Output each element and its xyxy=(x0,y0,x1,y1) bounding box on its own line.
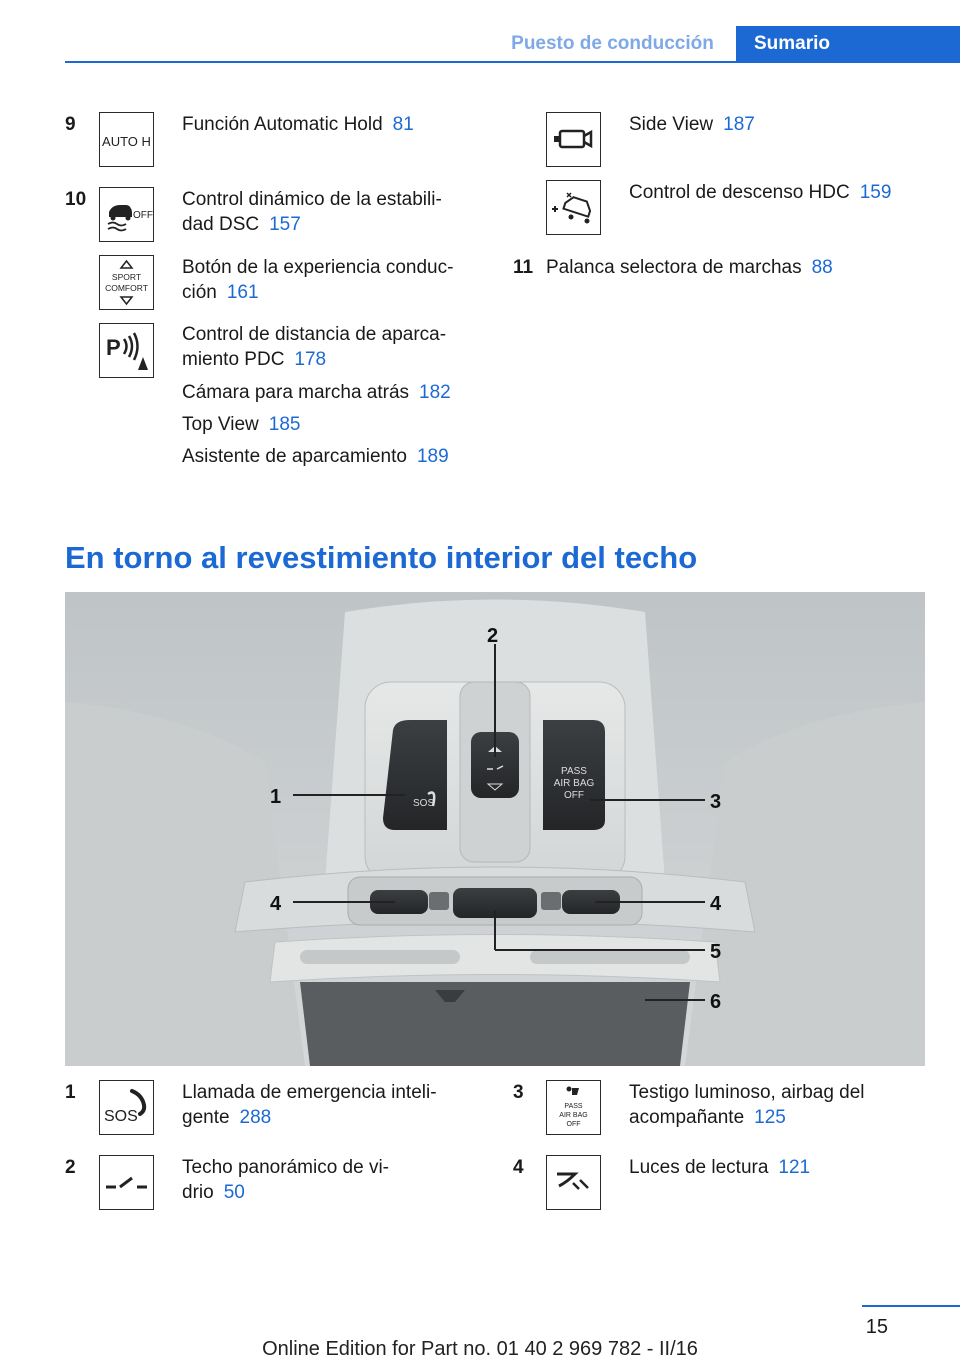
pass-airbag-icon-line2: AIR BAG xyxy=(559,1112,588,1119)
callout-4-right: 4 xyxy=(710,893,722,915)
page-number: 15 xyxy=(865,1316,888,1338)
park-assist-entry xyxy=(182,444,449,469)
pdc-icon xyxy=(99,323,154,378)
auto-hold-icon-text: AUTO H xyxy=(102,134,151,149)
dsc-off-icon xyxy=(99,187,154,242)
emergency-call-page-link[interactable]: 288 xyxy=(239,1107,272,1128)
top-view-page-link[interactable]: 185 xyxy=(268,414,301,435)
callout-5: 5 xyxy=(710,941,722,963)
sos-icon xyxy=(99,1080,154,1135)
driving-experience-page-link[interactable]: 161 xyxy=(226,282,259,303)
hill-descent-icon xyxy=(546,180,601,235)
sos-icon-text: SOS xyxy=(104,1108,138,1125)
photo-airbag-label: AIR BAG xyxy=(553,778,595,789)
reading-light-text: Luces de lectura xyxy=(629,1157,769,1178)
dsc-text-line1: Control dinámico de la estabili- xyxy=(182,189,442,210)
edition-footer: Online Edition for Part no. 01 40 2 969 782 - II/16 xyxy=(262,1338,698,1360)
dsc-page-link[interactable]: 157 xyxy=(269,214,301,235)
callout-6: 6 xyxy=(710,991,722,1013)
item-number-4: 4 xyxy=(513,1157,524,1178)
selector-lever-entry xyxy=(546,255,833,280)
airbag-indicator-line2: acompañante xyxy=(629,1107,745,1128)
driving-experience-icon xyxy=(99,255,154,310)
airbag-indicator-entry xyxy=(629,1080,865,1130)
photo-pass-label: PASS xyxy=(561,766,587,777)
item-number-9: 9 xyxy=(65,114,76,135)
pdc-page-link[interactable]: 178 xyxy=(294,349,327,370)
driving-experience-entry xyxy=(182,255,453,305)
callout-1: 1 xyxy=(270,786,282,808)
pdc-entry xyxy=(182,322,446,372)
sunroof-entry xyxy=(182,1155,389,1205)
pass-airbag-icon-line3: OFF xyxy=(566,1121,581,1128)
photo-sos-label: SOS xyxy=(413,798,435,809)
header-section-title: Puesto de conducción xyxy=(511,33,714,54)
callout-4-left: 4 xyxy=(270,893,282,915)
reading-light-entry xyxy=(629,1155,810,1180)
sunroof-icon xyxy=(99,1155,154,1210)
sunroof-page-link[interactable]: 50 xyxy=(223,1182,245,1203)
rear-camera-entry xyxy=(182,380,451,405)
callout-3: 3 xyxy=(710,791,722,813)
dsc-entry xyxy=(182,187,442,237)
dsc-off-icon-text: OFF xyxy=(133,210,153,221)
driving-experience-line1: Botón de la experiencia conduc- xyxy=(182,257,454,278)
comfort-icon-text: COMFORT xyxy=(105,283,148,293)
item-number-10: 10 xyxy=(65,189,87,210)
hdc-text: Control de descenso HDC xyxy=(629,182,850,203)
pdc-text-line1: Control de distancia de aparca- xyxy=(182,324,447,345)
airbag-indicator-page-link[interactable]: 125 xyxy=(754,1107,786,1128)
reading-light-icon xyxy=(546,1155,601,1210)
rear-camera-text: Cámara para marcha atrás xyxy=(182,382,410,403)
callout-2: 2 xyxy=(487,625,499,647)
side-view-text: Side View xyxy=(629,114,714,135)
section-title: En torno al revestimiento interior del techo xyxy=(65,540,698,575)
emergency-call-line1: Llamada de emergencia inteli- xyxy=(182,1082,437,1103)
driving-experience-line2: ción xyxy=(182,282,217,303)
selector-lever-page-link[interactable]: 88 xyxy=(811,257,833,278)
pdc-text-line2: miento PDC xyxy=(182,349,285,370)
sunroof-line1: Techo panorámico de vi- xyxy=(182,1157,389,1178)
side-view-entry xyxy=(629,112,755,137)
header-tab-sumario[interactable]: Sumario xyxy=(736,26,960,62)
rear-camera-page-link[interactable]: 182 xyxy=(419,382,451,403)
header-rule xyxy=(65,61,960,63)
pdc-icon-letter: P xyxy=(106,335,121,360)
side-view-camera-icon xyxy=(546,112,601,167)
roof-console-illustration xyxy=(65,592,925,1066)
item-number-3: 3 xyxy=(513,1082,524,1103)
park-assist-text: Asistente de aparcamiento xyxy=(182,446,407,467)
hdc-page-link[interactable]: 159 xyxy=(859,182,892,203)
sunroof-line2: drio xyxy=(182,1182,214,1203)
emergency-call-entry xyxy=(182,1080,437,1130)
auto-hold-entry xyxy=(182,112,414,137)
photo-off-label: OFF xyxy=(564,790,584,801)
park-assist-page-link[interactable]: 189 xyxy=(416,446,449,467)
pass-airbag-icon xyxy=(546,1080,601,1135)
dsc-text-line2: dad DSC xyxy=(182,214,260,235)
footer-rule xyxy=(862,1305,960,1307)
auto-hold-icon xyxy=(99,112,154,167)
item-number-1: 1 xyxy=(65,1082,76,1103)
reading-light-page-link[interactable]: 121 xyxy=(778,1157,811,1178)
airbag-indicator-line1: Testigo luminoso, airbag del xyxy=(629,1082,865,1103)
top-view-entry xyxy=(182,412,300,437)
auto-hold-text: Función Automatic Hold xyxy=(182,114,383,135)
top-view-text: Top View xyxy=(182,414,259,435)
selector-lever-text: Palanca selectora de marchas xyxy=(546,257,802,278)
item-number-2: 2 xyxy=(65,1157,76,1178)
sport-icon-text: SPORT xyxy=(111,272,142,282)
side-view-page-link[interactable]: 187 xyxy=(723,114,755,135)
hdc-entry xyxy=(629,180,891,205)
emergency-call-line2: gente xyxy=(182,1107,230,1128)
pass-airbag-icon-line1: PASS xyxy=(564,1103,583,1110)
item-number-11: 11 xyxy=(513,257,534,278)
auto-hold-page-link[interactable]: 81 xyxy=(392,114,414,135)
